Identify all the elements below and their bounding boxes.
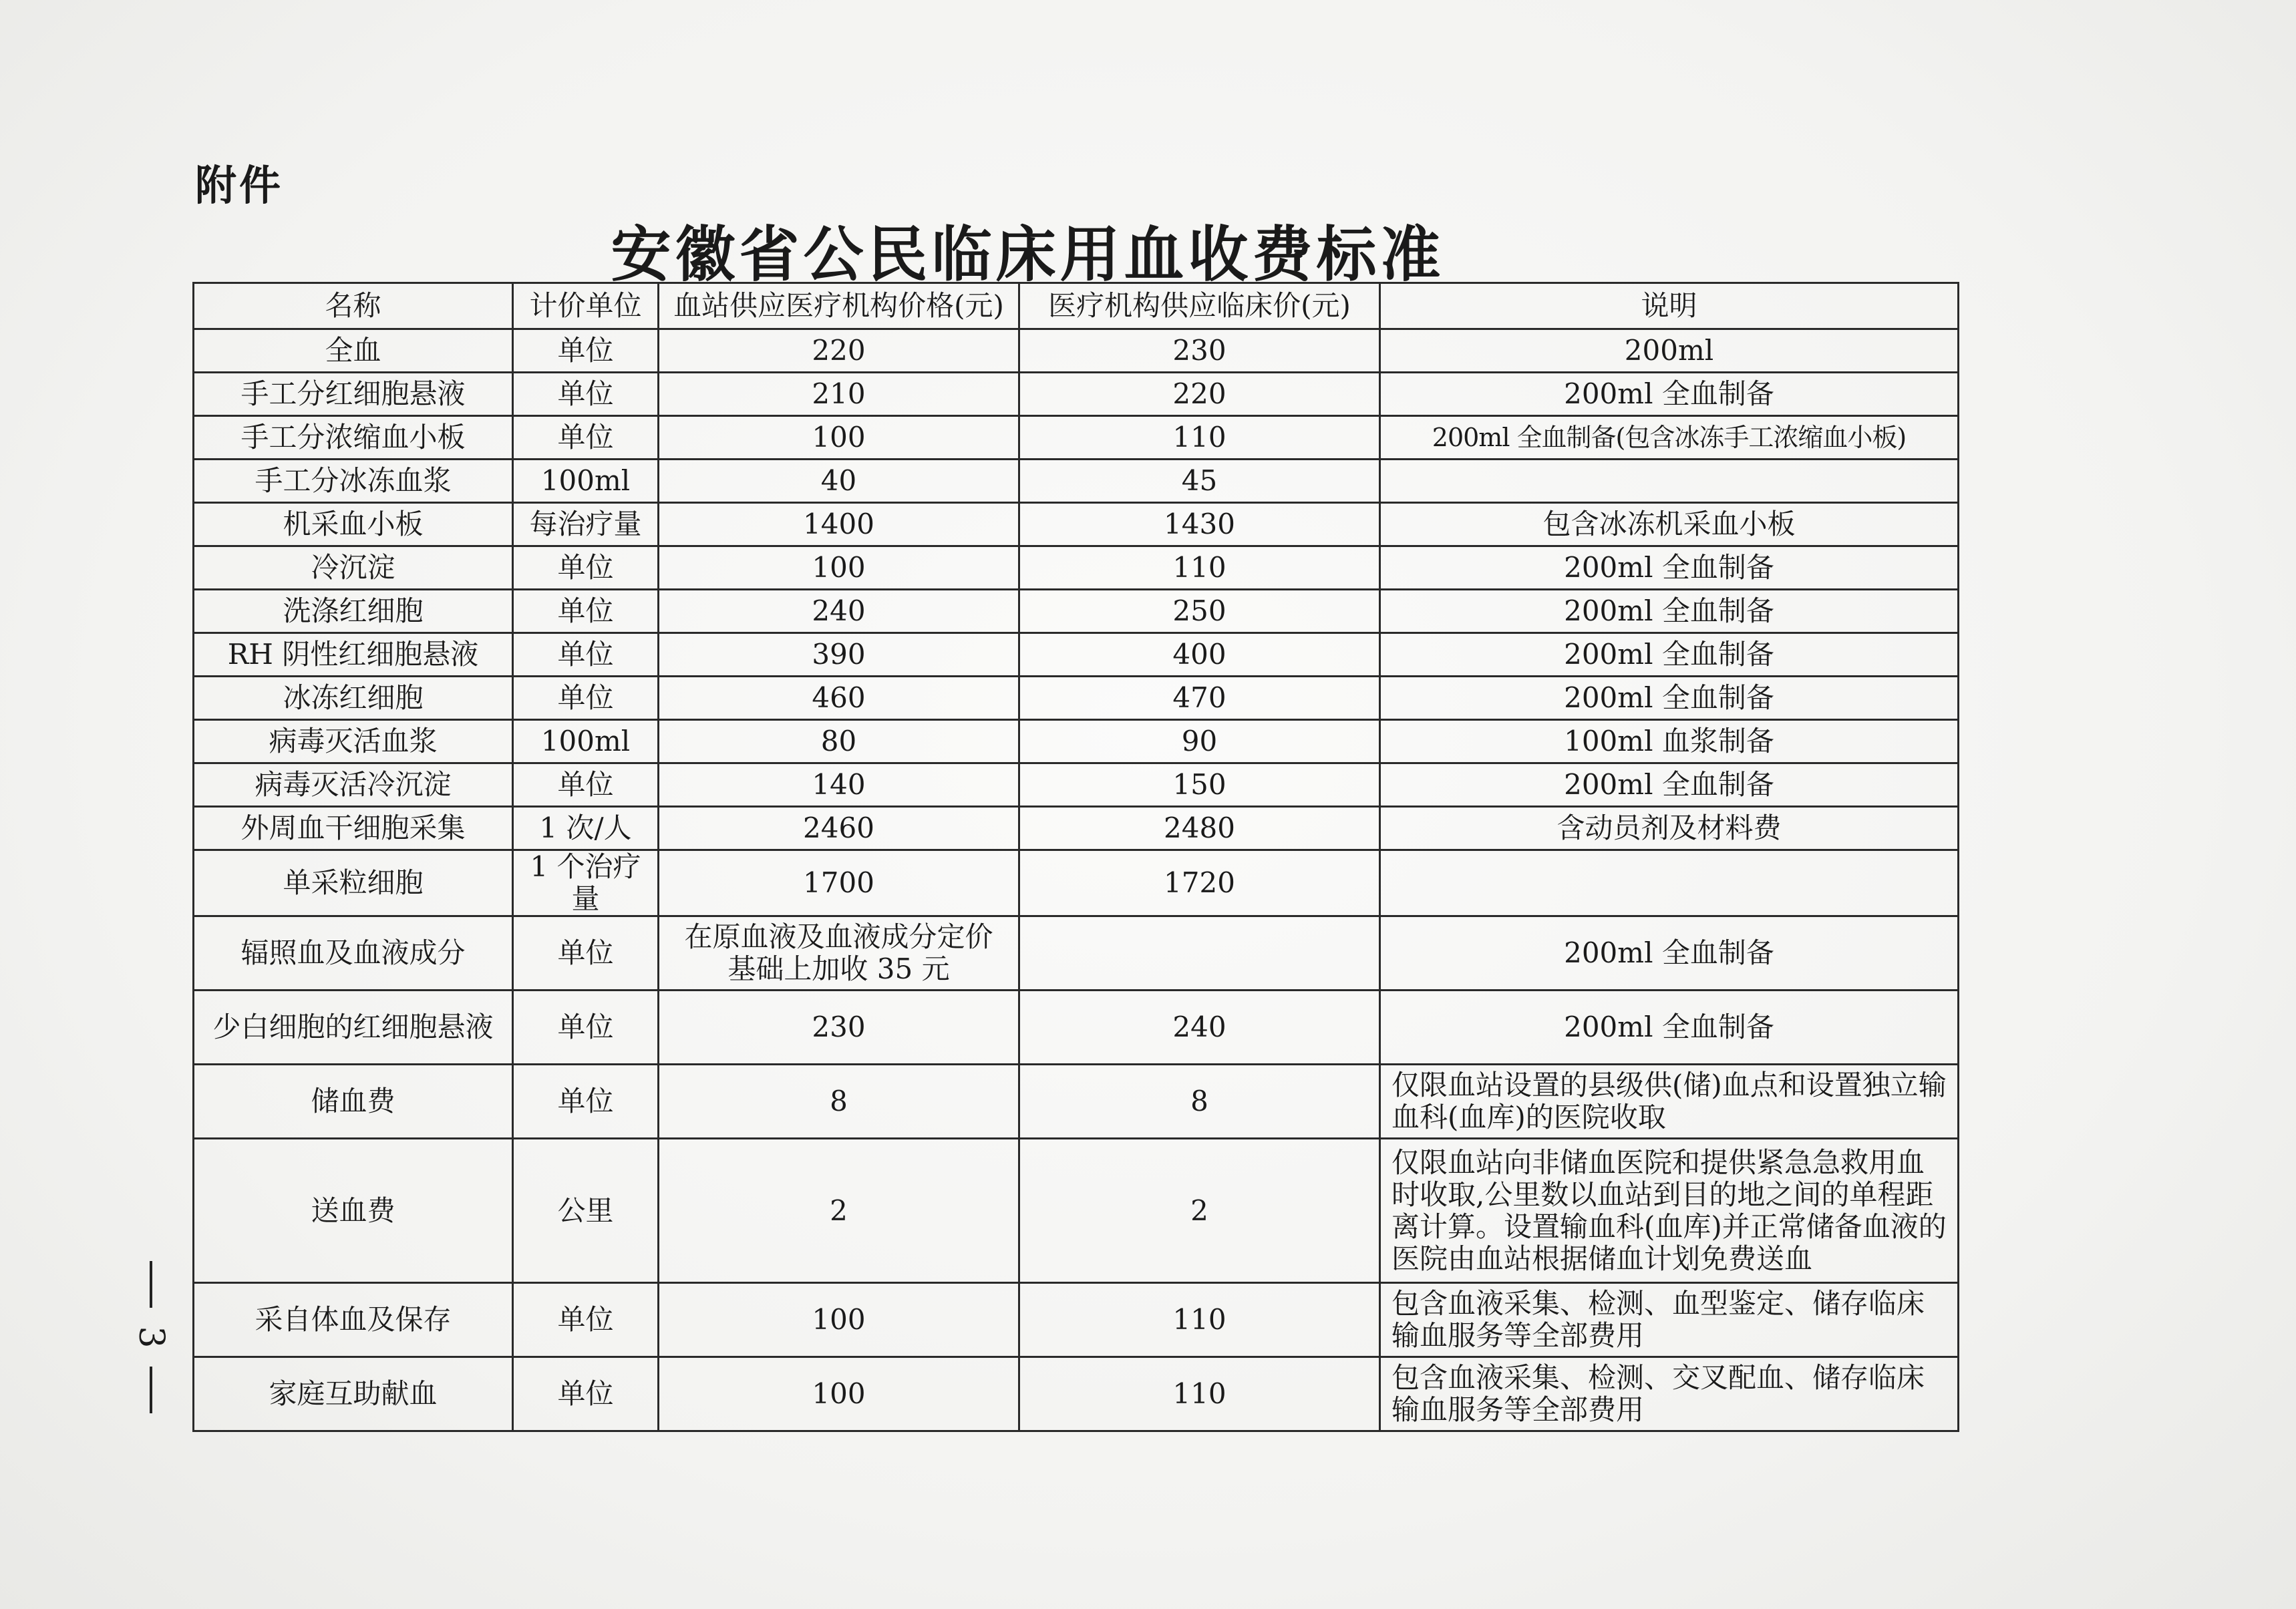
cell-note: 200ml 全血制备 — [1380, 633, 1959, 677]
cell-name: 手工分冰冻血浆 — [194, 460, 513, 503]
cell-clinical-price: 8 — [1019, 1065, 1380, 1139]
cell-name: 少白细胞的红细胞悬液 — [194, 991, 513, 1065]
cell-clinical-price: 45 — [1019, 460, 1380, 503]
cell-station-price: 100 — [659, 1283, 1019, 1357]
cell-station-price: 390 — [659, 633, 1019, 677]
cell-unit: 单位 — [513, 677, 659, 720]
cell-unit: 单位 — [513, 633, 659, 677]
table-row — [194, 373, 1959, 416]
cell-note: 200ml 全血制备 — [1380, 763, 1959, 807]
cell-note: 200ml 全血制备(包含冰冻手工浓缩血小板) — [1380, 416, 1959, 460]
col-header-note: 说明 — [1380, 283, 1959, 329]
cell-name: 储血费 — [194, 1065, 513, 1139]
cell-note: 仅限血站设置的县级供(储)血点和设置独立输血科(血库)的医院收取 — [1380, 1065, 1959, 1139]
cell-name: 冷沉淀 — [194, 546, 513, 590]
cell-name: 辐照血及血液成分 — [194, 916, 513, 991]
cell-unit: 单位 — [513, 546, 659, 590]
cell-name: 病毒灭活血浆 — [194, 720, 513, 763]
cell-station-price: 1400 — [659, 503, 1019, 546]
cell-name: 送血费 — [194, 1139, 513, 1283]
cell-name: 采自体血及保存 — [194, 1283, 513, 1357]
cell-unit: 每治疗量 — [513, 503, 659, 546]
cell-station-price: 100 — [659, 1357, 1019, 1431]
table-row — [194, 633, 1959, 677]
page-number: 3 — [131, 1326, 171, 1349]
cell-note: 200ml — [1380, 329, 1959, 373]
table-row — [194, 503, 1959, 546]
fee-table — [192, 282, 1959, 1432]
page-mark-dash-bottom — [150, 1367, 152, 1413]
cell-station-price: 8 — [659, 1065, 1019, 1139]
cell-unit: 单位 — [513, 1283, 659, 1357]
table-row — [194, 1283, 1959, 1357]
attachment-label: 附件 — [195, 161, 284, 210]
cell-unit: 单位 — [513, 763, 659, 807]
cell-note: 仅限血站向非储血医院和提供紧急急救用血时收取,公里数以血站到目的地之间的单程距离计算。设置输血科(血库)并正常储备血液的医院由血站根据储血计划免费送血 — [1380, 1139, 1959, 1283]
cell-station-price: 210 — [659, 373, 1019, 416]
cell-clinical-price: 110 — [1019, 416, 1380, 460]
cell-unit: 单位 — [513, 916, 659, 991]
table-row — [194, 991, 1959, 1065]
cell-name: 冰冻红细胞 — [194, 677, 513, 720]
cell-unit: 100ml — [513, 460, 659, 503]
cell-note: 200ml 全血制备 — [1380, 991, 1959, 1065]
col-header-station-price: 血站供应医疗机构价格(元) — [659, 283, 1019, 329]
table-row — [194, 720, 1959, 763]
cell-clinical-price: 220 — [1019, 373, 1380, 416]
cell-note: 包含冰冻机采血小板 — [1380, 503, 1959, 546]
cell-name: 家庭互助献血 — [194, 1357, 513, 1431]
cell-clinical-price: 400 — [1019, 633, 1380, 677]
cell-unit: 单位 — [513, 373, 659, 416]
table-row — [194, 1139, 1959, 1283]
table-row — [194, 1357, 1959, 1431]
cell-name: 手工分浓缩血小板 — [194, 416, 513, 460]
cell-clinical-price: 90 — [1019, 720, 1380, 763]
cell-note: 含动员剂及材料费 — [1380, 807, 1959, 850]
table-row — [194, 763, 1959, 807]
cell-name: 外周血干细胞采集 — [194, 807, 513, 850]
cell-note — [1380, 460, 1959, 503]
document-title-text: 安徽省公民临床用血收费标准 — [611, 219, 1445, 290]
cell-station-price: 在原血液及血液成分定价基础上加收 35 元 — [659, 916, 1019, 991]
table-row — [194, 460, 1959, 503]
cell-name: 单采粒细胞 — [194, 850, 513, 916]
table-row — [194, 850, 1959, 916]
cell-note: 200ml 全血制备 — [1380, 373, 1959, 416]
cell-name: 洗涤红细胞 — [194, 590, 513, 633]
col-header-clinical-price: 医疗机构供应临床价(元) — [1019, 283, 1380, 329]
cell-clinical-price: 110 — [1019, 1357, 1380, 1431]
cell-unit: 单位 — [513, 416, 659, 460]
cell-unit: 单位 — [513, 1357, 659, 1431]
cell-unit: 单位 — [513, 590, 659, 633]
cell-note: 100ml 血浆制备 — [1380, 720, 1959, 763]
cell-name: 病毒灭活冷沉淀 — [194, 763, 513, 807]
cell-unit: 100ml — [513, 720, 659, 763]
cell-name: 全血 — [194, 329, 513, 373]
table-row — [194, 677, 1959, 720]
table-row — [194, 807, 1959, 850]
cell-station-price: 460 — [659, 677, 1019, 720]
cell-unit: 单位 — [513, 991, 659, 1065]
cell-note: 包含血液采集、检测、血型鉴定、储存临床输血服务等全部费用 — [1380, 1283, 1959, 1357]
cell-name: 手工分红细胞悬液 — [194, 373, 513, 416]
table-row — [194, 916, 1959, 991]
page-mark-dash-top — [150, 1261, 152, 1308]
table-row — [194, 546, 1959, 590]
cell-station-price: 140 — [659, 763, 1019, 807]
cell-name: 机采血小板 — [194, 503, 513, 546]
table-header-row — [194, 283, 1959, 329]
cell-station-price: 100 — [659, 416, 1019, 460]
col-header-unit: 计价单位 — [513, 283, 659, 329]
cell-clinical-price: 230 — [1019, 329, 1380, 373]
cell-station-price: 40 — [659, 460, 1019, 503]
cell-clinical-price: 1720 — [1019, 850, 1380, 916]
cell-station-price: 1700 — [659, 850, 1019, 916]
table-row — [194, 1065, 1959, 1139]
cell-station-price: 2 — [659, 1139, 1019, 1283]
cell-clinical-price: 1430 — [1019, 503, 1380, 546]
col-header-name: 名称 — [194, 283, 513, 329]
cell-note: 200ml 全血制备 — [1380, 677, 1959, 720]
cell-station-price: 240 — [659, 590, 1019, 633]
cell-station-price: 80 — [659, 720, 1019, 763]
cell-unit: 单位 — [513, 329, 659, 373]
cell-station-price: 220 — [659, 329, 1019, 373]
cell-note: 200ml 全血制备 — [1380, 546, 1959, 590]
table-row — [194, 416, 1959, 460]
cell-unit: 公里 — [513, 1139, 659, 1283]
cell-unit: 1 次/人 — [513, 807, 659, 850]
table-row — [194, 590, 1959, 633]
cell-note: 包含血液采集、检测、交叉配血、储存临床输血服务等全部费用 — [1380, 1357, 1959, 1431]
cell-clinical-price — [1019, 916, 1380, 991]
cell-clinical-price: 150 — [1019, 763, 1380, 807]
cell-clinical-price: 110 — [1019, 1283, 1380, 1357]
cell-note: 200ml 全血制备 — [1380, 590, 1959, 633]
cell-note — [1380, 850, 1959, 916]
cell-unit: 1 个治疗量 — [513, 850, 659, 916]
page-number-mark — [131, 1256, 171, 1419]
table-row — [194, 329, 1959, 373]
cell-clinical-price: 110 — [1019, 546, 1380, 590]
cell-note: 200ml 全血制备 — [1380, 916, 1959, 991]
cell-clinical-price: 240 — [1019, 991, 1380, 1065]
cell-clinical-price: 250 — [1019, 590, 1380, 633]
cell-clinical-price: 2480 — [1019, 807, 1380, 850]
document-title — [0, 206, 2296, 293]
cell-clinical-price: 2 — [1019, 1139, 1380, 1283]
cell-station-price: 100 — [659, 546, 1019, 590]
cell-station-price: 2460 — [659, 807, 1019, 850]
cell-unit: 单位 — [513, 1065, 659, 1139]
cell-clinical-price: 470 — [1019, 677, 1380, 720]
cell-name: RH 阴性红细胞悬液 — [194, 633, 513, 677]
cell-station-price: 230 — [659, 991, 1019, 1065]
